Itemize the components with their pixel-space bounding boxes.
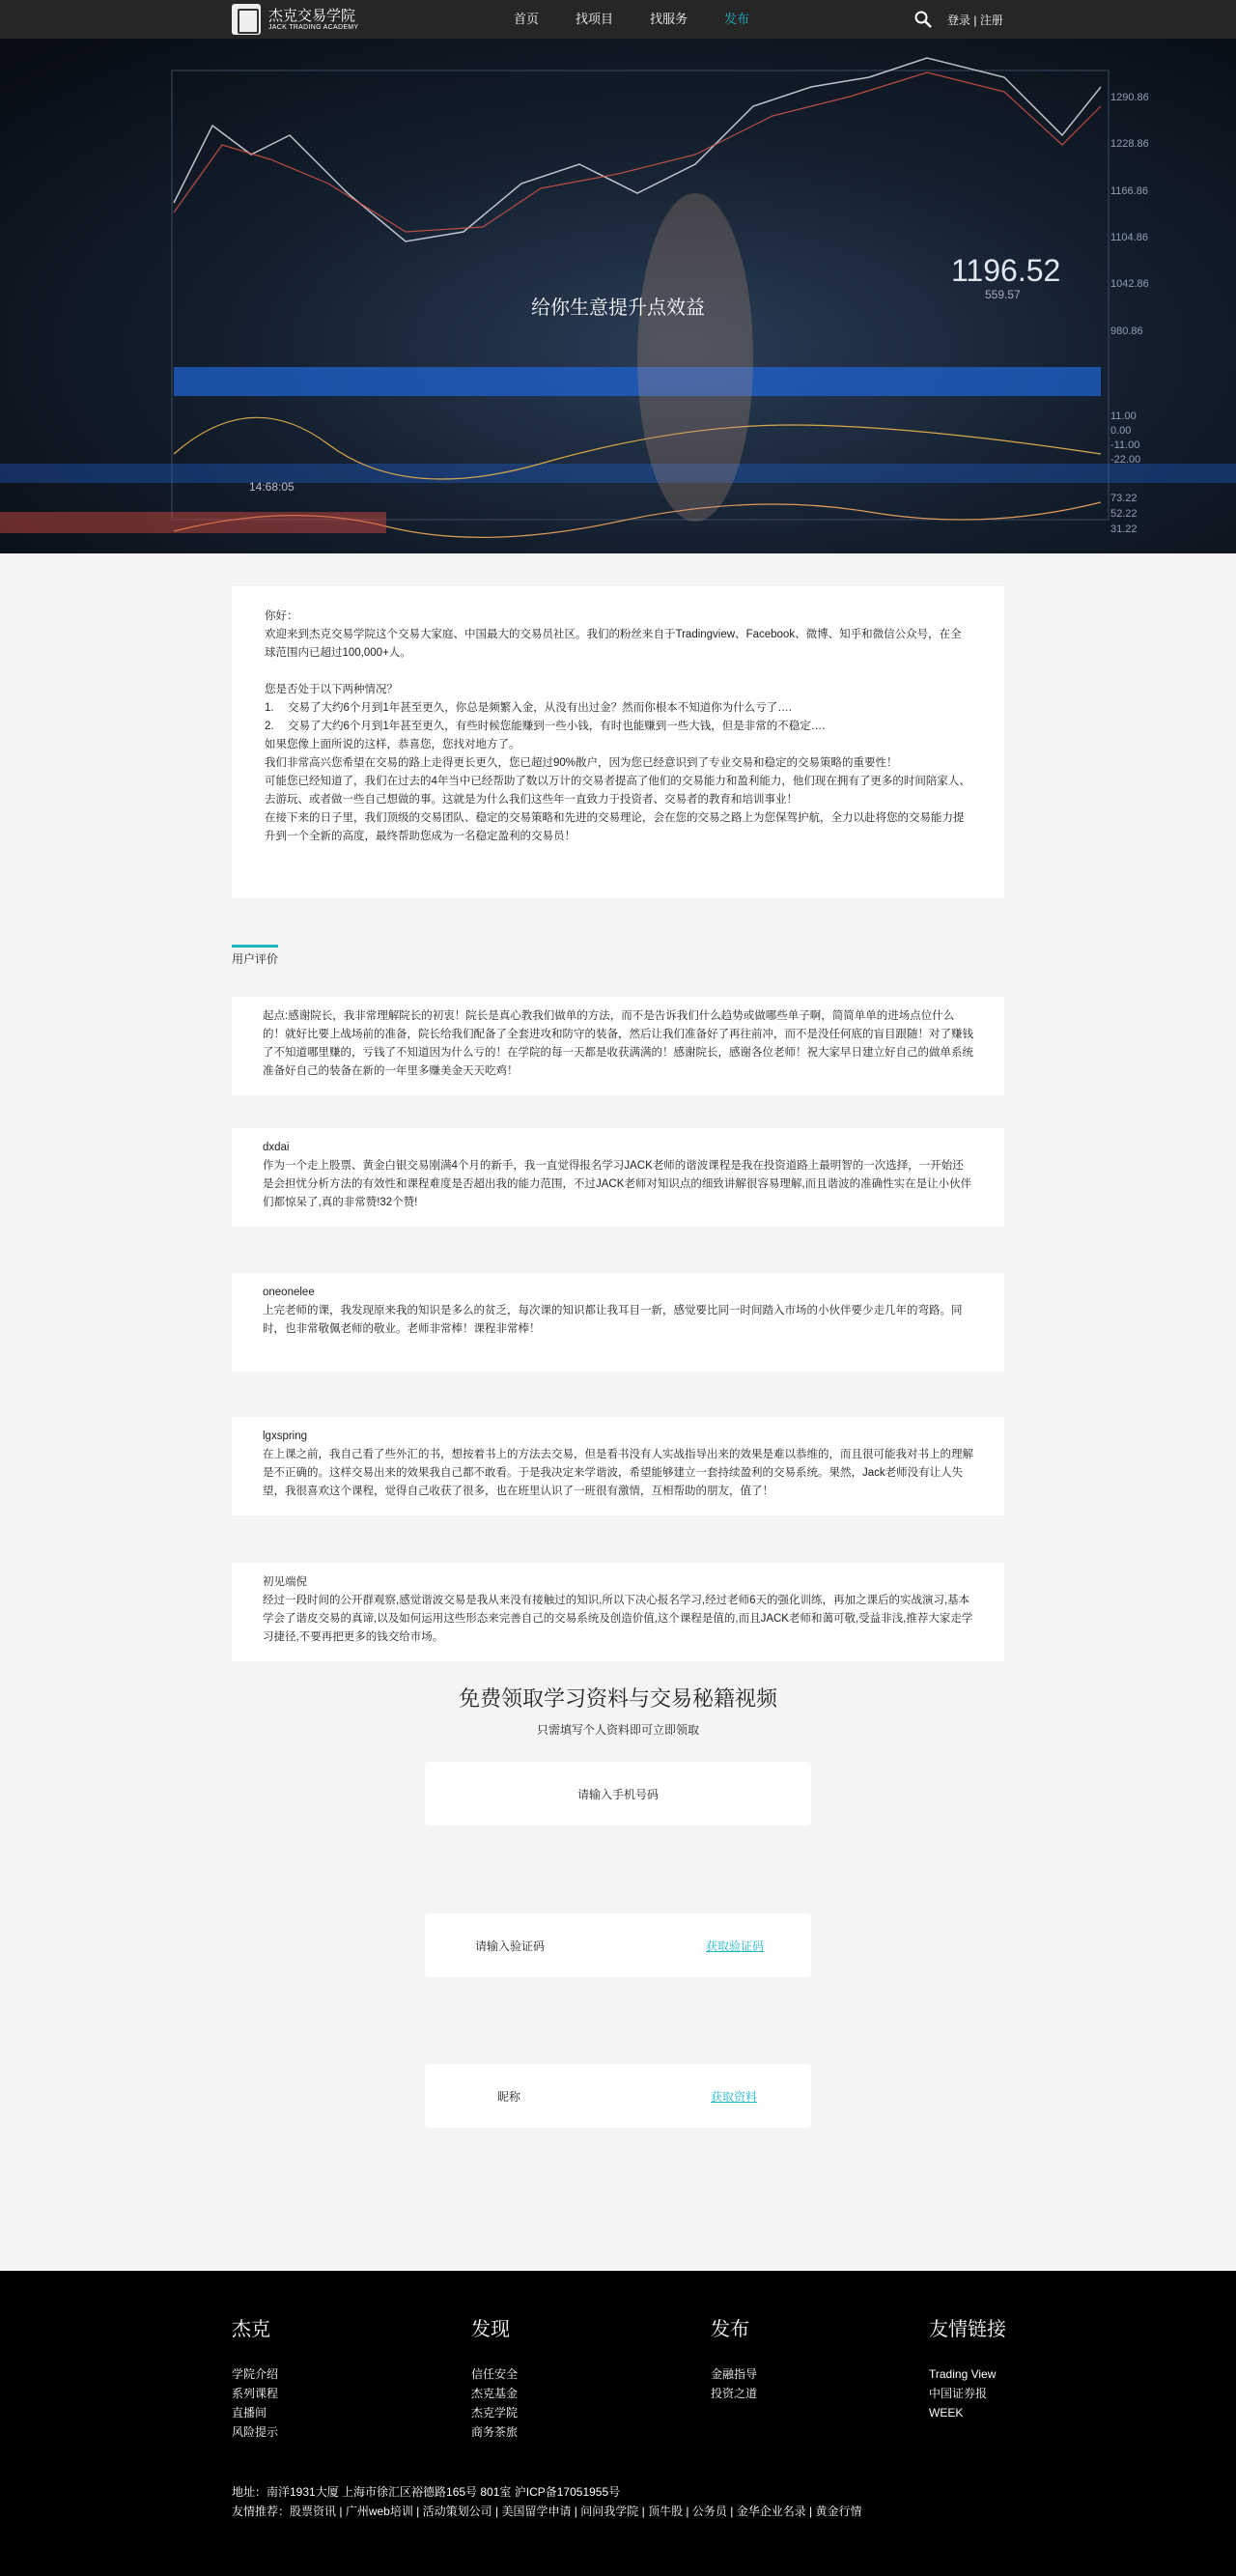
intro-blank: [265, 663, 971, 681]
hero-tick: 31.22: [1110, 524, 1138, 535]
review-text: 上完老师的课，我发现原来我的知识是多么的贫乏，每次课的知识都让我耳目一新，感觉要比同一时间踏入市场的小伙伴要少走几年的弯路。同时，也非常敬佩老师的敬业。老师非常棒！课程非常棒！: [263, 1305, 963, 1335]
hero-tick: 11.00: [1110, 410, 1137, 422]
footer-link[interactable]: WEEK: [929, 2406, 964, 2420]
footer-link[interactable]: 金融指导: [711, 2367, 758, 2381]
nickname-placeholder: 昵称: [497, 2090, 521, 2104]
rec-link[interactable]: 金华企业名录: [736, 2505, 806, 2518]
footer-link[interactable]: 风险提示: [232, 2425, 279, 2439]
get-code-button[interactable]: 获取验证码: [706, 1939, 765, 1953]
hero-title: 给你生意提升点效益: [531, 297, 705, 319]
footer-link[interactable]: 系列课程: [232, 2387, 279, 2400]
footer-col-title: 杰克: [232, 2319, 270, 2340]
nav-publish[interactable]: 发布: [724, 12, 750, 26]
rec-link[interactable]: 黄金行情: [815, 2505, 862, 2518]
top-header: [0, 0, 1236, 39]
hero-tick: 1042.86: [1110, 278, 1149, 290]
footer-col-title: 发布: [711, 2319, 749, 2340]
rec-link[interactable]: 广州web培训: [345, 2505, 413, 2518]
intro-paragraph: 如果您像上面所说的这样，恭喜您，您找对地方了。: [265, 739, 520, 750]
hero-sub: 559.57: [985, 288, 1021, 301]
auth-links: [947, 12, 1003, 28]
review-card: [232, 997, 1004, 1095]
rec-link[interactable]: 顶牛股: [648, 2505, 684, 2518]
list-text: 交易了大约6个月到1年甚至更久，你总是频繁入金，从没有出过金？然而你根本不知道你为什么亏了….: [288, 702, 792, 714]
hero-tick: -22.00: [1110, 454, 1141, 466]
hero-tick: 1290.86: [1110, 92, 1149, 103]
footer-col-title: 友情链接: [929, 2319, 1006, 2340]
intro-card: [232, 586, 1004, 898]
hero-tick: 52.22: [1110, 508, 1138, 520]
review-card: [232, 1417, 1004, 1515]
review-user: oneonelee: [263, 1287, 315, 1298]
hero-price: 1196.52: [951, 253, 1061, 288]
footer-link[interactable]: 杰克基金: [471, 2387, 519, 2400]
list-text: 交易了大约6个月到1年甚至更久，有些时候您能赚到一些小钱，有时也能赚到一些大钱，但是非常的不稳定….: [288, 721, 826, 732]
intro-paragraph: 我们非常高兴您希望在交易的路上走得更长更久，您已超过90%散户，因为您已经意识到了专业交易和稳定的交易策略的重要性！: [265, 757, 898, 769]
intro-paragraph: 可能您已经知道了，我们在过去的4年当中已经帮助了数以万计的交易者提高了他们的交易能力和盈利能力，他们现在拥有了更多的时间陪家人、去游玩、或者做一些自己想做的事。这就是为什么我们这些年一直致力于投资者、交易者的教育和培训事业！: [265, 776, 970, 806]
footer-link[interactable]: 信任安全: [471, 2367, 519, 2381]
rec-link[interactable]: 公务员: [691, 2505, 727, 2518]
hero-tick: 73.22: [1110, 493, 1138, 504]
hero-tick: 1104.86: [1110, 232, 1148, 243]
review-card: [232, 1273, 1004, 1372]
list-number: 1.: [265, 702, 274, 714]
footer-link[interactable]: 杰克学院: [471, 2406, 519, 2420]
footer-col-publish: [711, 2313, 757, 2403]
intro-welcome: 欢迎来到杰克交易学院这个交易大家庭、中国最大的交易员社区。我们的粉丝来自于Tradingview、Facebook、微博、知乎和微信公众号，在全球范围内已超过100,000+人。: [265, 629, 962, 659]
review-text: 起点:感谢院长，我非常理解院长的初衷！院长是真心教我们做单的方法，而不是告诉我们什么趋势或做哪些单子啊，简简单单的进场点位什么的！就好比要上战场前的准备，院长给我们配备了全套进攻和防守的装备，然后让我们准备好了再往前冲，而不是没任何底的盲目跟随！对了赚钱了不知道哪里赚的，亏钱了不知道因为什么亏的！在学院的每一天都是收获满满的！感谢院长，感谢各位老师！祝大家早日建立好自己的做单系统准备好自己的装备在新的一年里多赚美金天天吃鸡！: [263, 1010, 973, 1077]
footer-link[interactable]: 学院介绍: [232, 2367, 279, 2381]
hero-time: 14:68:05: [249, 480, 295, 494]
review-text: 经过一段时间的公开群观察,感觉谐波交易是我从来没有接触过的知识,所以下决心报名学习,经过老师6天的强化训练，再加之课后的实战演习,基本学会了谐皮交易的真谛,以及如何运用这些形态来完善自己的交易系统及创造价值,这个课程是值的,而且JACK老师和蔼可敬,受益非浅,推荐大家走学习捷径,不要再把更多的钱交给市场。: [263, 1595, 973, 1643]
footer-recommendations: 友情推荐：股票资讯 | 广州web培训 | 活动策划公司 | 美国留学申请 | 问问我学院 | 顶牛股 | 公务员 | 金华企业名录 | 黄金行情: [232, 2505, 862, 2518]
intro-paragraph: 在接下来的日子里，我们顶级的交易团队、稳定的交易策略和先进的交易理论，会在您的交易之路上为您保驾护航，全力以赴将您的交易能力提升到一个全新的高度，最终帮助您成为一名稳定盈利的交易员！: [265, 812, 965, 842]
hero-tick: 980.86: [1110, 326, 1143, 337]
footer-link[interactable]: Trading View: [929, 2367, 997, 2381]
logo-subtitle: JACK TRADING ACADEMY: [268, 24, 359, 31]
rec-link[interactable]: 美国留学申请: [501, 2505, 572, 2518]
footer: [0, 2271, 1236, 2576]
intro-list-item: [265, 718, 971, 736]
review-card: [232, 1128, 1004, 1227]
nav-projects[interactable]: 找项目: [576, 12, 614, 26]
review-text: 作为一个走上股票、黄金白银交易刚满4个月的新手，我一直觉得报名学习JACK老师的谐波课程是我在投资道路上最明智的一次选择，一开始还是会担忧分析方法的有效性和课程难度是否超出我的能力范围，不过JACK老师对知识点的细致讲解很容易理解,而且谐波的准确性实在是让小伙伴们都惊呆了,真的非常赞!32个赞!: [263, 1160, 972, 1208]
intro-question: 您是否处于以下两种情况？: [265, 684, 398, 695]
hero-tick: 1166.86: [1110, 185, 1148, 197]
hero-tick: 1228.86: [1110, 138, 1149, 150]
logo-title: 杰克交易学院: [268, 8, 356, 24]
review-user: 初见端倪: [263, 1576, 307, 1588]
intro-list-item: [265, 699, 971, 718]
register-link[interactable]: 注册: [979, 14, 1003, 27]
code-input[interactable]: [425, 1913, 811, 1977]
code-placeholder: 请输入验证码: [475, 1939, 546, 1953]
login-link[interactable]: 登录: [947, 14, 971, 27]
hero-tick: -11.00: [1110, 439, 1140, 451]
submit-button[interactable]: 获取资料: [711, 2090, 758, 2104]
search-icon[interactable]: [914, 11, 932, 28]
footer-col-title: 发现: [471, 2319, 510, 2340]
form-subtitle: 只需填写个人资料即可立即领取: [536, 1723, 699, 1737]
logo-icon: [232, 4, 261, 35]
footer-link[interactable]: 商务茶旅: [471, 2425, 519, 2439]
review-user: dxdai: [263, 1142, 290, 1153]
rec-link[interactable]: 股票资讯: [290, 2505, 337, 2518]
reviews-heading: 用户评价: [232, 952, 279, 966]
review-text: 在上课之前，我自己看了些外汇的书，想按着书上的方法去交易，但是看书没有人实战指导出来的效果是难以恭维的，而且很可能我对书上的理解是不正确的。这样交易出来的效果我自己都不敢看。于是我决定来学谐波，希望能够建立一套持续盈利的交易系统。果然，Jack老师没有让人失望，我很喜欢这个课程，觉得自己收获了很多，也在班里认识了一班很有激情，互相帮助的朋友，值了！: [263, 1449, 973, 1497]
footer-link[interactable]: 直播间: [232, 2406, 267, 2420]
hero-tick: 0.00: [1110, 425, 1132, 437]
logo[interactable]: [232, 4, 358, 35]
footer-link[interactable]: 中国证券报: [929, 2387, 988, 2400]
phone-input[interactable]: [425, 1762, 811, 1826]
main-nav: [514, 0, 786, 39]
nav-home[interactable]: 首页: [514, 12, 540, 26]
rec-link[interactable]: 问问我学院: [580, 2505, 639, 2518]
footer-col-discover: [471, 2313, 518, 2442]
footer-col-friends: [929, 2313, 1006, 2422]
intro-greeting: 你好：: [265, 610, 298, 622]
footer-col-jack: [232, 2313, 278, 2442]
nav-services[interactable]: 找服务: [650, 12, 688, 26]
review-card: [232, 1563, 1004, 1661]
footer-address: 地址：南洋1931大厦 上海市徐汇区裕德路165号 801室 沪ICP备17051955号: [232, 2485, 621, 2499]
hero-banner: [0, 39, 1236, 553]
footer-link[interactable]: 投资之道: [711, 2387, 758, 2400]
list-number: 2.: [265, 721, 274, 732]
auth-separator: |: [973, 14, 977, 27]
phone-placeholder: 请输入手机号码: [577, 1788, 660, 1801]
rec-link[interactable]: 活动策划公司: [422, 2505, 492, 2518]
rec-label: 友情推荐：: [232, 2505, 291, 2518]
review-user: lgxspring: [263, 1430, 308, 1442]
nickname-input[interactable]: [425, 2064, 811, 2128]
form-title: 免费领取学习资料与交易秘籍视频: [458, 1686, 777, 1711]
